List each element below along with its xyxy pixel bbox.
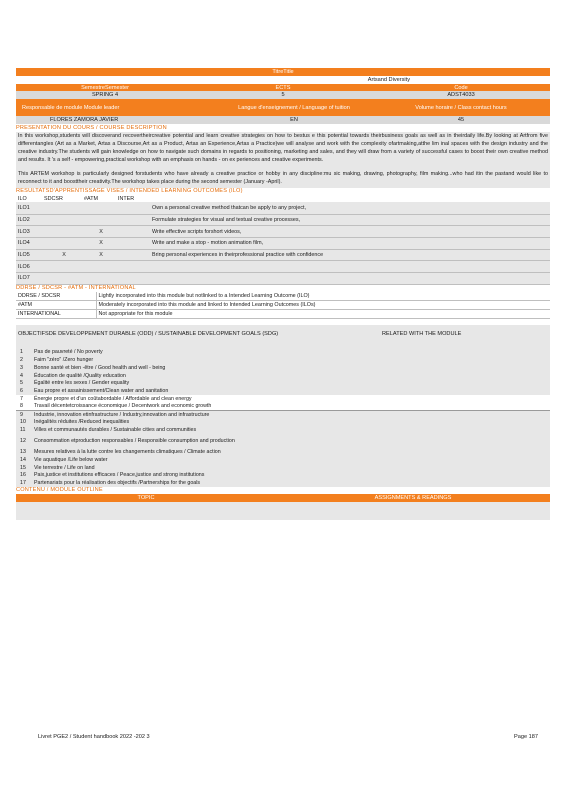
legend-key: DDRSE / SDCSR xyxy=(16,292,96,301)
description-box xyxy=(16,132,550,188)
sdg-number: 11 xyxy=(20,427,26,434)
ilo-sdcsr-mark xyxy=(44,273,84,285)
sdg-row xyxy=(16,379,550,387)
sdg-goal-text: Pas de pauvreté / No poverty xyxy=(34,349,103,356)
sdg-goal-text: Inégalités réduites /Reduced inequalities xyxy=(34,419,130,426)
ilo-title: RESULTATSD'APPRENTISSAGE VISES / INTENDED LEARNING OUTCOMES (ILO) xyxy=(16,188,243,195)
sdg-header-right: RELATED WITH THE MODULE xyxy=(382,331,462,338)
outline-header-row xyxy=(16,494,550,502)
sdg-number: 10 xyxy=(20,419,26,426)
sdg-number: 13 xyxy=(20,448,26,455)
ilo-id: ILO2 xyxy=(16,214,44,226)
ilo-inter-mark xyxy=(118,202,148,214)
ects-label: ECTS xyxy=(275,84,291,91)
ilo-atm-mark: X xyxy=(84,249,118,261)
sdg-number: 12 xyxy=(20,438,26,445)
sdg-related-cell xyxy=(376,364,550,372)
responsable-header-row xyxy=(16,99,550,116)
outline-body xyxy=(16,502,550,520)
ilo-sdcsr-mark xyxy=(44,238,84,250)
sdg-number: 15 xyxy=(20,464,26,471)
ilo-sdcsr-mark xyxy=(44,226,84,238)
sdg-related-cell xyxy=(376,456,550,464)
ilo-sdcsr-mark xyxy=(44,261,84,273)
sdg-goal-text: Vie terrestre / Life on land xyxy=(34,464,95,471)
sdg-number: 14 xyxy=(20,456,26,463)
ilo-id: ILO4 xyxy=(16,238,44,250)
sdg-goal-text: Eau propre et assainissement/Clean water and sanitation xyxy=(34,388,169,395)
ilo-atm-mark: X xyxy=(84,238,118,250)
sdg-related-cell xyxy=(376,434,550,448)
sdg-row xyxy=(16,411,550,419)
sdg-number: 6 xyxy=(20,388,23,395)
ilo-id: ILO1 xyxy=(16,202,44,214)
ilo-row xyxy=(16,261,550,273)
ilo-inter-mark xyxy=(118,226,148,238)
sdg-header xyxy=(16,331,550,348)
ilo-text: Formulate strategies for visual and textual creative processes, xyxy=(148,214,550,226)
ilo-sdcsr-mark: X xyxy=(44,249,84,261)
sdg-related-cell xyxy=(376,479,550,487)
sdg-number: 7 xyxy=(20,395,23,402)
ilo-text: Write and make a stop - motion animation film, xyxy=(148,238,550,250)
legend-row xyxy=(16,310,550,319)
sdg-number: 4 xyxy=(20,372,23,379)
sdg-header-left: OBJECTIFSDE DEVELOPPEMENT DURABLE (ODD) / SUSTAINABLE DEVELOPMENT GOALS (SDG) xyxy=(18,331,279,338)
sdg-related-cell xyxy=(376,464,550,472)
ilo-row xyxy=(16,214,550,226)
ilo-id: ILO7 xyxy=(16,273,44,285)
ilo-col-sdcsr: SDCSR xyxy=(44,195,63,202)
responsable-label: Responsable de module Module leader xyxy=(22,104,120,111)
sdg-row xyxy=(16,456,550,464)
ilo-row xyxy=(16,226,550,238)
sdg-goal-text: Consommation etproduction responsables / Responsible consumption and production xyxy=(34,438,235,445)
ilo-inter-mark xyxy=(118,238,148,250)
legend-key: #ATM xyxy=(16,301,96,310)
sdg-goal-text: Travail décentetcroissance économique / Decentwork and economic growth xyxy=(34,403,212,410)
legend-row xyxy=(16,292,550,301)
semester-header-row xyxy=(16,84,550,91)
ilo-table xyxy=(16,202,550,284)
legend-text: Not appropriate for this module xyxy=(96,310,550,319)
footer-page-number: Page 187 xyxy=(514,734,538,740)
ilo-row xyxy=(16,202,550,214)
sdg-goal-text: Industrie, innovation etinfrastructure / Industry,innovation and infrastructure xyxy=(34,411,210,418)
description-title: PRESENTATION DU COURS / COURSE DESCRIPTION xyxy=(16,125,167,131)
sdg-row xyxy=(16,479,550,487)
ilo-inter-mark xyxy=(118,214,148,226)
ilo-sdcsr-mark xyxy=(44,214,84,226)
sdg-related-cell xyxy=(376,471,550,479)
sdg-related-cell xyxy=(376,411,550,419)
sdg-row xyxy=(16,372,550,380)
hours-value: 45 xyxy=(457,117,465,123)
sdg-goal-text: Vie aquatique /Life below water xyxy=(34,456,108,463)
sdg-number: 8 xyxy=(20,403,23,410)
outline-topic-label: TOPIC xyxy=(137,495,155,501)
sdg-row xyxy=(16,403,550,411)
sdg-related-cell xyxy=(376,426,550,434)
title-value: Artsand Diversity xyxy=(367,77,410,83)
ilo-text: Write effective scripts forshort videos, xyxy=(148,226,550,238)
ilo-column-header xyxy=(16,195,550,202)
legend-text: Moderately incorporated into this module and linked to Intended Learning Outcomes (ILOs) xyxy=(96,301,550,310)
ilo-inter-mark xyxy=(118,261,148,273)
hours-label: Volume horaire / Class contact hours xyxy=(415,104,507,111)
sdg-number: 3 xyxy=(20,364,23,371)
sdg-related-cell xyxy=(376,418,550,426)
ilo-text xyxy=(148,261,550,273)
semester-label: SemestreSemester xyxy=(81,84,129,91)
sdg-row xyxy=(16,434,550,448)
ilo-row xyxy=(16,238,550,250)
ilo-inter-mark xyxy=(118,273,148,285)
sdg-row xyxy=(16,448,550,456)
responsable-value-row xyxy=(16,116,550,124)
sdg-number: 16 xyxy=(20,472,26,479)
page-footer xyxy=(38,734,538,740)
sdg-related-cell xyxy=(376,356,550,364)
sdg-related-cell xyxy=(376,448,550,456)
outline-assignments-label: ASSIGNMENTS & READINGS xyxy=(374,495,452,501)
sdg-row xyxy=(16,387,550,395)
ilo-col-ilo: ILO xyxy=(18,195,27,202)
semester-value-row xyxy=(16,91,550,99)
sdg-row xyxy=(16,464,550,472)
sdg-related-cell xyxy=(376,348,550,356)
language-label: Langue d'enseignement / Language of tuition xyxy=(238,104,350,111)
ilo-id: ILO3 xyxy=(16,226,44,238)
title-label: TitreTitle xyxy=(16,68,550,76)
ilo-row xyxy=(16,273,550,285)
module-sheet xyxy=(16,68,550,520)
sdg-row xyxy=(16,471,550,479)
sdg-row xyxy=(16,348,550,356)
sdg-goal-text: Partenariats pour la réalisation des objectifs /Partnerships for the goals xyxy=(34,480,201,487)
ilo-text: Bring personal experiences in theirprofessional practice with confidence xyxy=(148,249,550,261)
sdg-related-cell xyxy=(376,403,550,411)
semester-value: SPRING 4 xyxy=(91,92,119,98)
sdg-number: 2 xyxy=(20,356,23,363)
code-value: ADST4033 xyxy=(447,92,475,98)
ilo-col-inter: INTER xyxy=(118,195,135,202)
outline-title: CONTENU / MODULE OUTLINE xyxy=(16,487,103,493)
legend-key: INTERNATIONAL xyxy=(16,310,96,319)
legend-title: DDRSE / SDCSR - #ATM - INTERNATIONAL xyxy=(16,284,136,291)
ilo-inter-mark xyxy=(118,249,148,261)
ilo-sdcsr-mark xyxy=(44,202,84,214)
sdg-goal-text: Paix,justice et institutions efficaces / Peace,justice and strong institutions xyxy=(34,472,205,479)
legend-table xyxy=(16,292,550,320)
sdg-related-cell xyxy=(376,387,550,395)
sdg-number: 5 xyxy=(20,380,23,387)
sdg-related-cell xyxy=(376,379,550,387)
sdg-goal-text: Villes et communautés durables / Sustainable cities and communities xyxy=(34,427,197,434)
ilo-id: ILO5 xyxy=(16,249,44,261)
ilo-text: Own a personal creative method thatcan be apply to any project, xyxy=(148,202,550,214)
sdg-table xyxy=(16,348,550,487)
sdg-row xyxy=(16,356,550,364)
sdg-related-cell xyxy=(376,395,550,403)
sdg-row xyxy=(16,418,550,426)
sdg-number: 1 xyxy=(20,349,23,356)
sdg-block xyxy=(16,325,550,487)
ilo-row xyxy=(16,249,550,261)
description-paragraph-2: This ARTEM workshop is particularly designed forstudents who have already a creative practice or hobby in any discipline:mu sic making, drawing, photography, film making...who had itin the pastand would like to reconnect to it and boosttheir creativity.The workshop takes place during the second semester (January -April). xyxy=(18,170,548,185)
ilo-col-atm: #ATM xyxy=(84,195,98,202)
sdg-row xyxy=(16,364,550,372)
sdg-goal-text: Faim "zéro" /Zero hunger xyxy=(34,356,94,363)
sdg-number: 9 xyxy=(20,411,23,418)
ects-value: 5 xyxy=(281,92,285,98)
ilo-text xyxy=(148,273,550,285)
sdg-row xyxy=(16,395,550,403)
sdg-row xyxy=(16,426,550,434)
legend-text: Lightly incorporated into this module but notlinked to a Intended Learning Outcome (ILO) xyxy=(96,292,550,301)
footer-handbook: Livret PGE2 / Student handbook 2022 -202 3 xyxy=(38,734,150,740)
ilo-atm-mark xyxy=(84,214,118,226)
ilo-atm-mark xyxy=(84,261,118,273)
sdg-goal-text: Énergie propre et d'un coûtabordable / Affordable and clean energy xyxy=(34,395,192,402)
sdg-goal-text: Bonne santé et bien -être / Good health and well - being xyxy=(34,364,166,371)
sdg-goal-text: Éducation de qualité /Quality education xyxy=(34,372,126,379)
language-value: EN xyxy=(290,117,298,123)
ilo-atm-mark xyxy=(84,202,118,214)
ilo-id: ILO6 xyxy=(16,261,44,273)
sdg-goal-text: Mesures relatives à la lutte contre les changements climatiques / Climate action xyxy=(34,448,221,455)
ilo-atm-mark xyxy=(84,273,118,285)
responsable-value: FLORES ZAMORA JAVIER xyxy=(50,117,119,123)
code-label: Code xyxy=(454,84,468,91)
sdg-related-cell xyxy=(376,372,550,380)
ilo-atm-mark: X xyxy=(84,226,118,238)
description-paragraph-1: In this workshop,students will discoverand recovertheircreative potential and learn creative strategies on how to bestus e this potential towards theirbusiness goals as well as in theirdaily life.By looking at Artfrom five differentangles (Art as a Market, Artas a Discourse,Art as a Product, Artas an Experience,Artas a Practice)we will analyse and work with the complexity ofartmaking,atthe lim inal spaces with the design industry and the creative industry.The students will gain knowledge on how to navigate such domains in regards to positioning, marketing and sales, and they will draw from a variety of successful cases to boost their own creative method and results. It 's a self - empowering,practical workshop with an emphasis on hands - on ex periences and creative experiments. xyxy=(18,133,548,163)
sdg-goal-text: Égalité entre les sexes / Gender equality xyxy=(34,380,130,387)
sdg-number: 17 xyxy=(20,480,26,487)
legend-row xyxy=(16,301,550,310)
